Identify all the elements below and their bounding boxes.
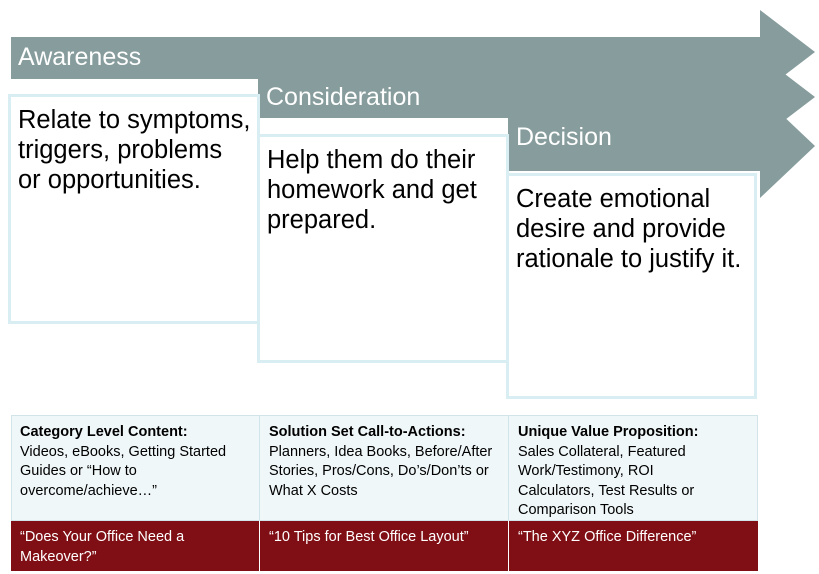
consideration-box bbox=[257, 134, 509, 363]
decision-description: Create emotional desire and provide rationale to justify it. bbox=[516, 185, 742, 273]
column-body: Planners, Idea Books, Before/After Stories, Pros/Cons, Do’s/Don’ts or What X Costs bbox=[269, 443, 493, 499]
stage-label-awareness: Awareness bbox=[18, 43, 142, 71]
column-header: Solution Set Call-to-Actions: bbox=[269, 424, 466, 440]
column-divider bbox=[508, 521, 509, 571]
stage-label-decision: Decision bbox=[516, 123, 612, 151]
stage-label-consideration: Consideration bbox=[266, 83, 421, 111]
column-divider bbox=[259, 415, 260, 521]
consideration-description: Help them do their homework and get prepared. bbox=[267, 146, 477, 234]
column-header: Unique Value Proposition: bbox=[518, 424, 699, 440]
table-cell-value-prop bbox=[518, 423, 718, 521]
column-divider bbox=[508, 415, 509, 521]
column-header: Category Level Content: bbox=[20, 424, 188, 440]
column-body: Sales Collateral, Featured Work/Testimony, ROI Calculators, Test Results or Comparison Tools bbox=[518, 443, 695, 518]
table-cell-solution bbox=[269, 423, 503, 501]
column-divider bbox=[259, 521, 260, 571]
awareness-box bbox=[8, 94, 260, 324]
column-body: Videos, eBooks, Getting Started Guides or “How to overcome/achieve…” bbox=[20, 443, 227, 499]
decision-box bbox=[506, 173, 757, 399]
example-category: “Does Your Office Need a Makeover?” bbox=[20, 529, 185, 565]
example-solution: “10 Tips for Best Office Layout” bbox=[269, 529, 469, 545]
awareness-description: Relate to symptoms, triggers, problems or opportunities. bbox=[18, 106, 251, 194]
table-cell-category bbox=[20, 423, 254, 501]
example-value-prop: “The XYZ Office Difference” bbox=[518, 529, 697, 545]
